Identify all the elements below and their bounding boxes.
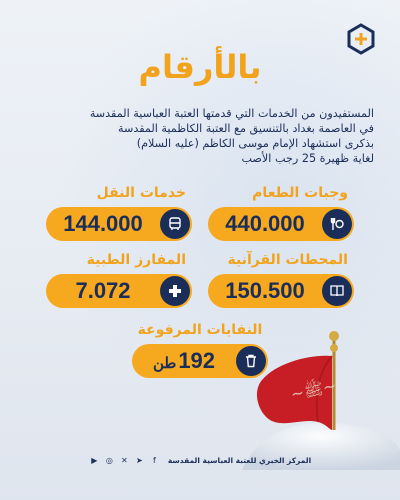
intro-line: المستفيدون من الخدمات التي قدمتها العتبة العباسية المقدسة [89,107,374,120]
stat-label: خدمات النقل [96,185,186,201]
stat-pill [208,207,354,241]
footer-org-name: المركز الخبري للعتبة العباسية المقدسة [167,456,312,465]
stat-label: وجبات الطعام [252,185,348,201]
stat-number: 192 [178,348,216,373]
stat-value: 144.000 [63,211,143,236]
youtube-icon[interactable]: ▶ [91,456,98,465]
footer [0,455,400,466]
intro-line: في العاصمة بغداد بالتنسيق مع العتبة الكاظمية المقدسة [117,122,374,135]
intro-line: بذكرى استشهاد الإمام موسى الكاظم (عليه السلام) [136,137,374,150]
bus-icon [160,209,190,239]
stat-unit: طن [152,355,177,372]
page-title: بالأرقام [138,48,262,86]
stat-value: 7.072 [75,278,131,303]
quran-book-icon [322,276,352,306]
svg-text:~ﷺ~: ~ﷺ~ [288,375,338,404]
intro-line: لغاية ظهيرة 25 رجب الأصب [241,152,374,165]
stat-transport [46,183,192,241]
intro-text [28,106,374,166]
stat-pill [208,274,354,308]
stat-label: النفايات المرفوعة [137,322,263,338]
stat-label: المفارز الطبية [86,252,186,268]
telegram-icon[interactable]: ➤ [136,456,143,465]
shrine-dome-image [222,330,400,470]
instagram-icon[interactable]: ◎ [105,456,113,465]
stat-value: 440.000 [225,211,305,236]
utensils-icon [322,209,352,239]
stat-medical [46,250,192,308]
stat-pill [46,274,192,308]
x-icon[interactable]: ✕ [121,456,128,465]
stat-pill [46,207,192,241]
medical-cross-icon [160,276,190,306]
stat-quran [208,250,354,308]
stat-meals [208,183,354,241]
stat-value: 150.500 [225,278,305,303]
stat-label: المحطات القرآنية [227,252,348,268]
facebook-icon[interactable]: f [152,456,156,465]
